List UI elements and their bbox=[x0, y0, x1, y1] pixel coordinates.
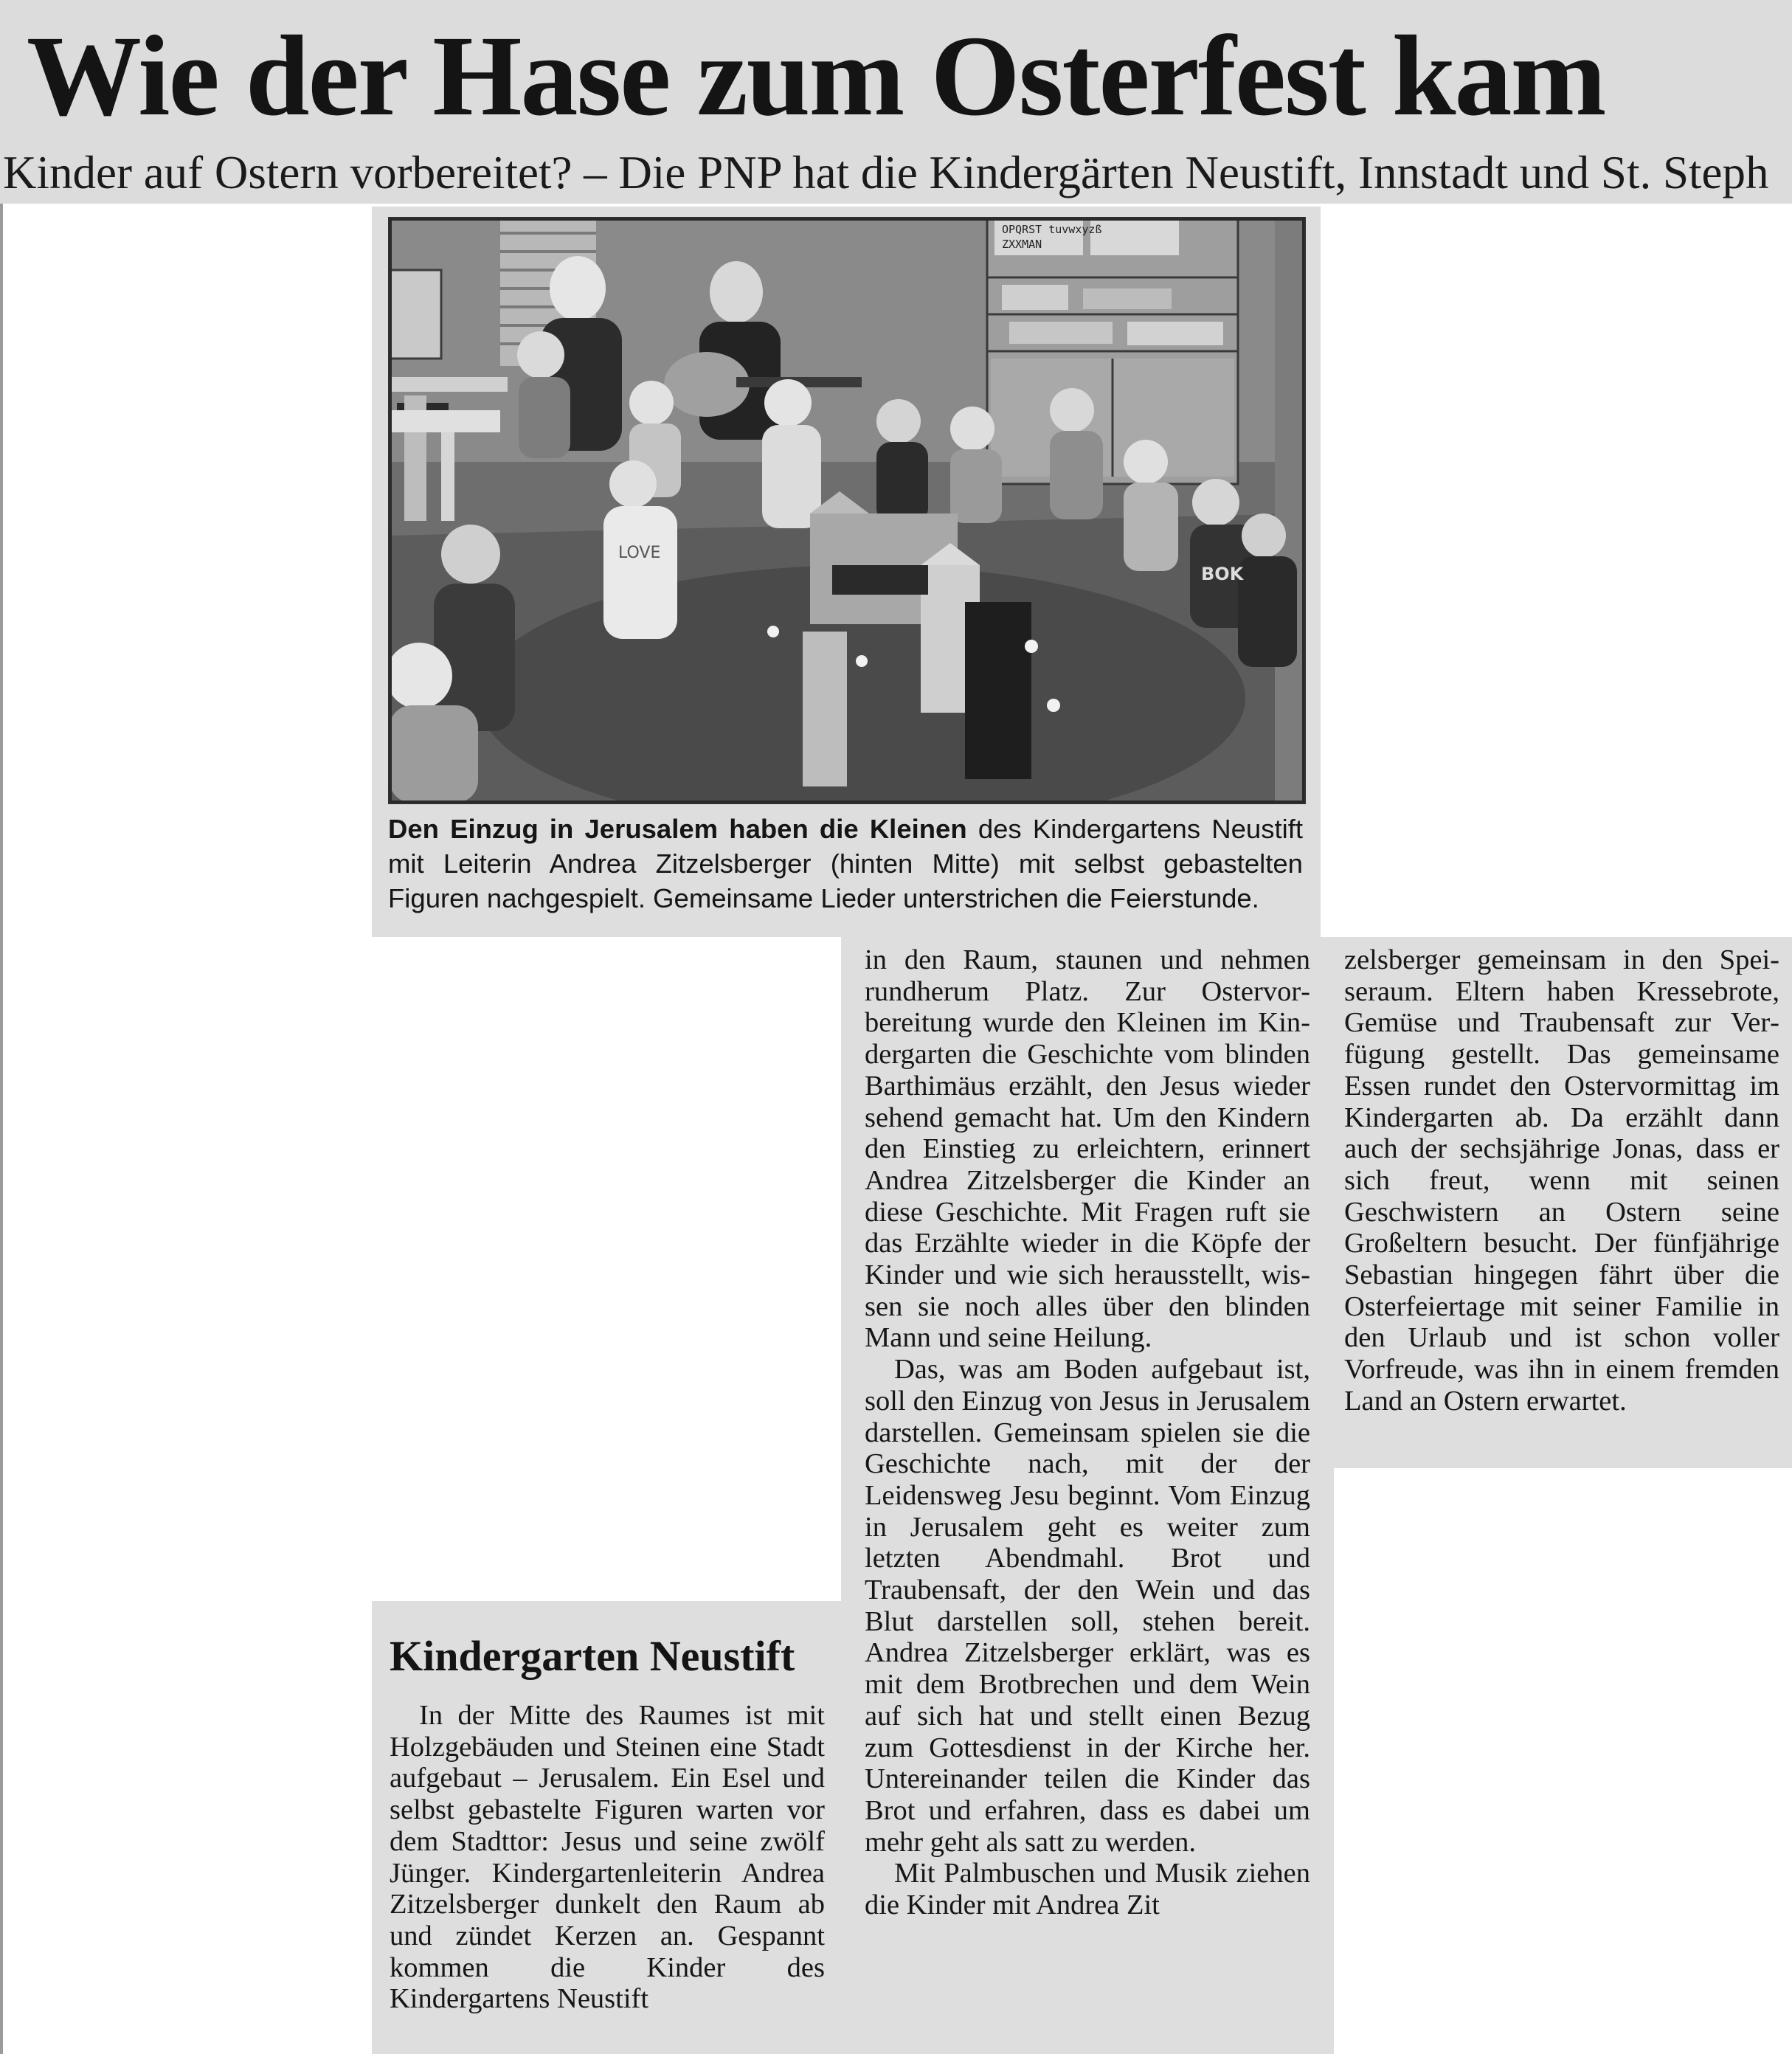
headline: Wie der Hase zum Osterfest kam bbox=[27, 13, 1605, 139]
paragraph: in den Raum, staunen und nehmen rundherum Platz. Zur Ostervorbereitung wurde den Kleinen im Kindergarten die Geschichte vom blinden Barthimäus erzählt, den Jesus wieder sehend gemacht hat. Um den Kindern den Einstieg zu erleichtern, erinnert Andrea Zitzelsberger die Kinder an diese Geschichte. Mit Fragen ruft sie das Erzählte wieder in die Köpfe der Kinder und wie sich herausstellt, wissen sie noch alles über den blinden Mann und seine Heilung. bbox=[865, 944, 1310, 1354]
paragraph: Das, was am Boden aufgebaut ist, soll den Einzug von Jesus in Jerusalem darstellen. Gemeinsam spielen sie die Geschichte nach, mit der der Leidensweg Jesu beginnt. Vom Einzug in Jerusalem geht es weiter zum letzten Abendmahl. Brot und Traubensaft, der den Wein und das Blut darstellen soll, stehen bereit. Andrea Zitzelsberger erklärt, was es mit dem Brotbrechen und dem Wein auf sich hat und stellt einen Bezug zum Gottesdienst in der Kirche her. Untereinander teilen die Kinder das Brot und erfahren, dass es dabei um mehr geht als satt zu werden. bbox=[865, 1354, 1310, 1858]
paragraph: Mit Palmbuschen und Musik ziehen die Kinder mit Andrea Zit bbox=[865, 1858, 1310, 1921]
middle-column-text bbox=[865, 944, 1310, 1921]
paragraph: In der Mitte des Raumes ist mit Holzgebäuden und Steinen eine Stadt aufgebaut – Jerusalem. Ein Esel und selbst gebastelte Figuren warten vor dem Stadttor: Jesus und seine zwölf Jünger. Kindergartenleiterin Andrea Zitzelsberger dunkelt den Raum ab und zündet Kerzen an. Gespannt kommen die Kinder des Kindergartens Neustift bbox=[390, 1700, 825, 2015]
article-column-left bbox=[372, 1601, 841, 2054]
column-divider bbox=[0, 204, 3, 2054]
article-column-middle bbox=[841, 937, 1334, 2054]
photo-caption bbox=[388, 812, 1303, 916]
photo-illustration bbox=[390, 218, 1304, 803]
caption-text: des Kindergartens Neustift mit Leiterin Andrea Zitzelsberger (hinten Mitte) mit selbst gebastelten Figuren nachgespielt. Gemeinsame Lieder unterstrichen die Feierstunde. bbox=[388, 814, 1303, 913]
right-column-text bbox=[1344, 944, 1779, 1417]
left-column-text bbox=[390, 1700, 825, 2015]
shirt-text-left: LOVE bbox=[618, 544, 661, 562]
chalkboard-letters-bottom: ZXXMAN bbox=[1002, 238, 1042, 251]
header-band bbox=[0, 0, 1792, 204]
chalkboard-letters-top: OPQRST tuvwxyzß bbox=[1002, 223, 1102, 236]
subheadline: Kinder auf Ostern vorbereitet? – Die PNP hat die Kindergärten Neustift, Innstadt und St. Steph bbox=[3, 147, 1769, 198]
photo-box bbox=[372, 207, 1321, 937]
article-column-right bbox=[1334, 937, 1792, 1468]
kindergarten-photo bbox=[388, 217, 1306, 804]
paragraph: zelsberger gemeinsam in den Speiseraum. Eltern haben Kressebrote, Gemüse und Traubensaft zur Verfügung gestellt. Das gemeinsame Essen rundet den Ostervormittag im Kindergarten ab. Da erzählt dann auch der sechsjährige Jonas, dass er sich freut, wenn mit seinen Geschwistern an Ostern seine Großeltern besucht. Der fünfjährige Sebastian hingegen fährt über die Osterfeiertage mit seiner Familie in den Urlaub und ist schon voller Vorfreude, was ihn in einem fremden Land an Ostern erwartet. bbox=[1344, 944, 1779, 1417]
section-heading: Kindergarten Neustift bbox=[390, 1632, 795, 1680]
caption-lead: Den Einzug in Jerusalem haben die Kleinen bbox=[388, 814, 967, 844]
shirt-text-right: BOK bbox=[1201, 564, 1244, 584]
